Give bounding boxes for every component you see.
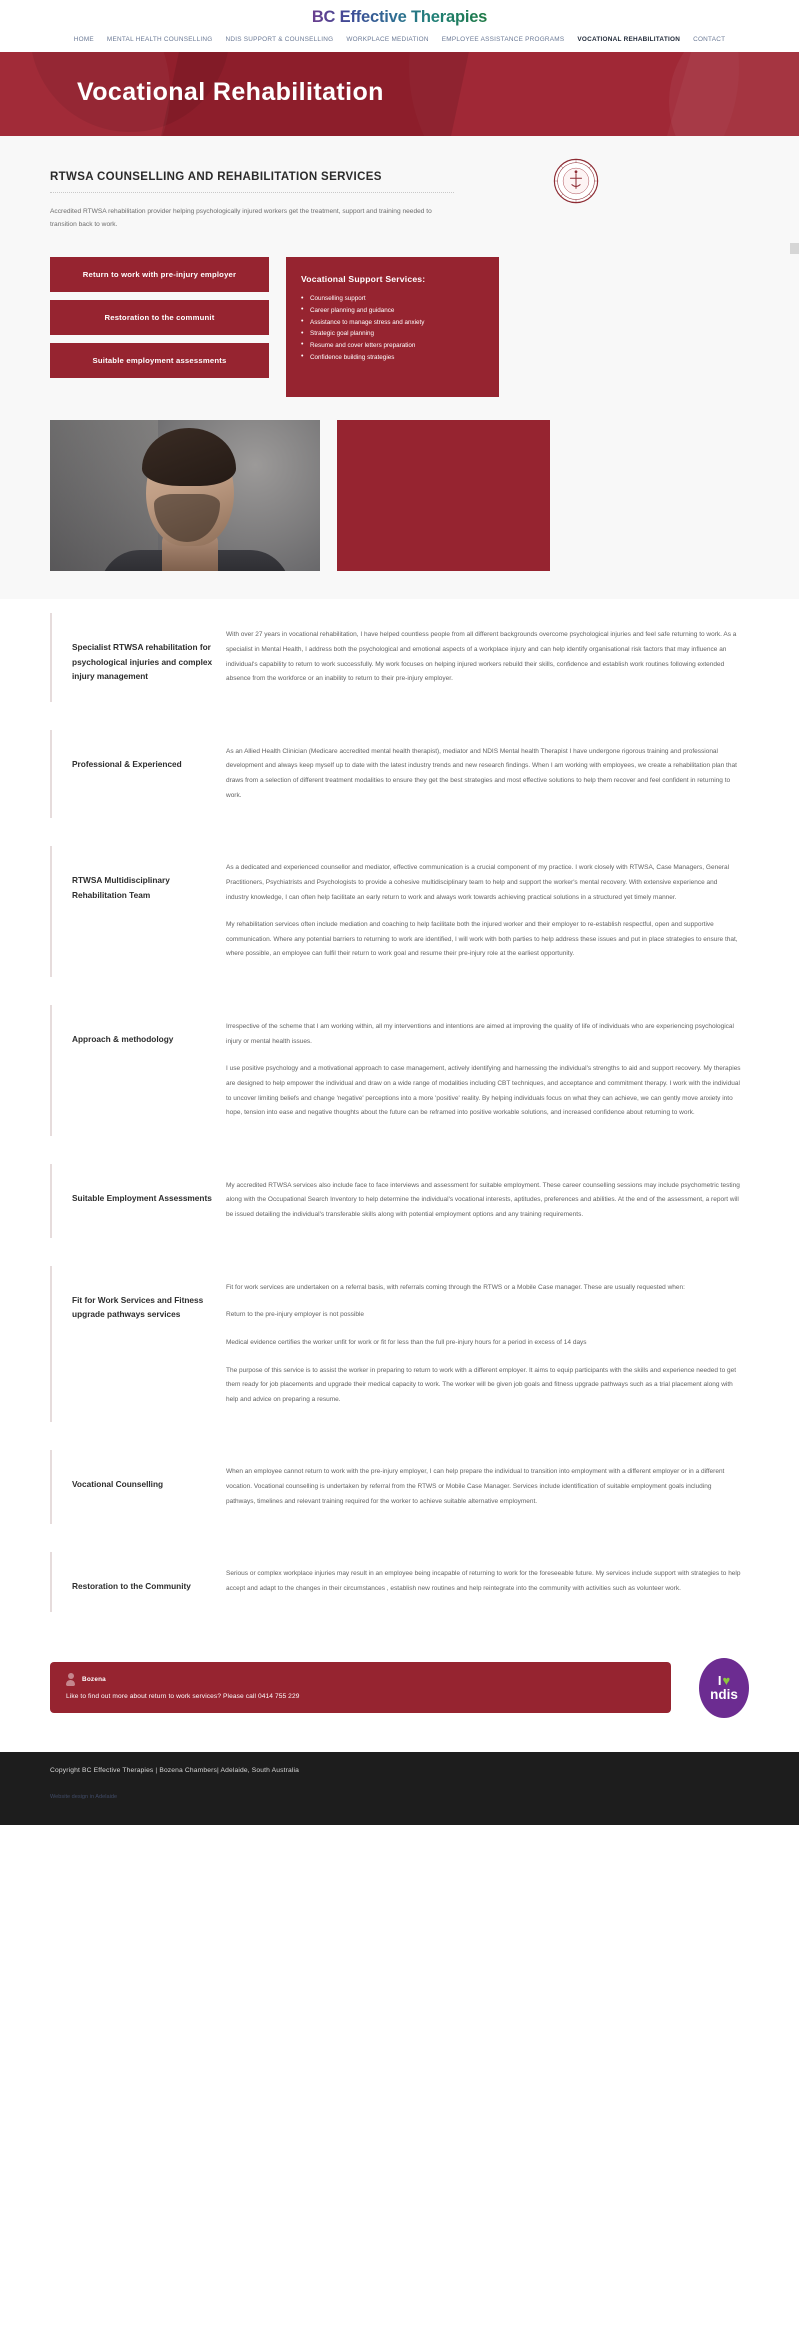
paragraph: I use positive psychology and a motivational approach to case management, actively identifying and harnessing the individual's strengths to aid and support recovery. My therapies are designed to help empower the individual and draw on a wide range of modalities including CBT techniques, and acceptance and commitment therapy. I work with the individual to uncover limiting beliefs and change 'negative' perceptions into a more 'positive' reality. By helping individuals focus on what they can achieve, we can gently move anxiety into hope, tension into ease and negative thoughts about the future can be reframed into positive workable solutions, and increased confidence about returning to work. [226, 1065, 741, 1117]
person-icon [66, 1673, 75, 1685]
section-fit-for-work-services [0, 1252, 799, 1437]
cta-row [0, 1636, 799, 1752]
button-suitable-employment[interactable]: Suitable employment assessments [50, 343, 269, 378]
section-heading: Professional & Experienced [72, 758, 182, 769]
intro-container [0, 136, 799, 600]
paragraph: Medical evidence certifies the worker unfit for work or fit for less than the full pre-injury hours for a period in excess of 14 days [226, 1338, 587, 1346]
site-logo[interactable]: BC Effective Therapies [311, 8, 488, 26]
nav-item-home[interactable]: HOME [73, 35, 94, 43]
footer-credit-link[interactable]: Website design in Adelaide [50, 1793, 118, 1800]
list-item: • Confidence building strategies [301, 352, 484, 364]
support-box-list [301, 293, 484, 363]
paragraph: My accredited RTWSA services also include face to face interviews and assessment for suitable employment. These career counselling sessions may include psychometric testing along with the Occupational Search Inventory to help determine the individual's vocational interests, aptitudes, preferences and abilities. At the end of the assessment, a report will be issued detailing the individual's transferable skills along with potential employment options and any training requirements. [226, 1181, 740, 1219]
scroll-indicator[interactable] [790, 243, 799, 254]
nav-item-contact[interactable]: CONTACT [693, 35, 726, 43]
hero-banner [0, 52, 799, 136]
section-heading: Fit for Work Services and Fitness upgrade pathways services [72, 1294, 204, 1320]
services-row [50, 232, 749, 397]
site-footer [0, 1752, 799, 1825]
footer-copyright: Copyright BC Effective Therapies | Bozena Chambers| Adelaide, South Australia [50, 1766, 299, 1774]
accreditation-seal-icon [553, 158, 599, 204]
paragraph: My rehabilitation services often include mediation and coaching to help facilitate both the injured worker and their employer to re-establish respectful, open and supportive communication. Where any potential barriers to returning to work are identified, I will work with both parties to help address these issues and put in place strategies to ensure that, where possible, an employee can fulfil their return to work goal and resume their pre-injury role at the earliest opportunity. [226, 921, 738, 958]
intro-heading: RTWSA COUNSELLING AND REHABILITATION SERVICES [50, 170, 382, 183]
nav-item-workplace-mediation[interactable]: WORKPLACE MEDIATION [346, 35, 429, 43]
section-approach-methodology [0, 991, 799, 1150]
main-navigation [0, 28, 799, 52]
ndis-badge-word: ndis [710, 1686, 738, 1702]
paragraph: Irrespective of the scheme that I am working within, all my interventions and intentions are aimed at improving the quality of life of individuals who are experiencing psychological injury or mental health issues. [226, 1023, 734, 1045]
section-heading: Specialist RTWSA rehabilitation for psychological injuries and complex injury management [72, 642, 213, 682]
contact-cta-banner[interactable] [50, 1662, 671, 1713]
list-item: • Career planning and guidance [301, 305, 484, 317]
intro-paragraph: Accredited RTWSA rehabilitation provider helping psychologically injured workers get the treatment, support and training needed to transition back to work. [50, 207, 432, 229]
main-content [0, 136, 799, 600]
heart-icon: ♥ [722, 1672, 731, 1688]
photo-wall [50, 420, 158, 571]
service-buttons-column [50, 257, 269, 378]
intro-section [50, 136, 749, 233]
paragraph: When an employee cannot return to work with the pre-injury employer, I can help prepare the individual to transition into employment with a different employer or in a different vocation. Vocational counselling is undertaken by referral from the RTWS or Mobile Case Manager. Services include identification of suitable employment goals including pathways, timelines and relevant training required for the worker to achieve suitable alternative employment. [226, 1468, 725, 1505]
paragraph: Serious or complex workplace injuries may result in an employee being incapable of returning to work for the foreseeable future. My services include support with strategies to help accept and adapt to the changes in their circumstances , establish new routines and help reintegrate into the community with activities such as volunteer work. [226, 1570, 741, 1592]
list-item: • Strategic goal planning [301, 328, 484, 340]
section-body [218, 628, 749, 687]
heading-divider [50, 192, 454, 193]
portrait-photo [50, 420, 320, 571]
paragraph: Fit for work services are undertaken on a referral basis, with referrals coming through the RTWS or a Mobile Case manager. These are usually requested when: [226, 1283, 685, 1291]
section-body [218, 1281, 749, 1408]
ndis-badge-i: I [717, 1672, 722, 1688]
paragraph: As a dedicated and experienced counsellor and mediator, effective communication is a crucial component of my practice. I work closely with RTWSA, Case Managers, General Practitioners, Psychiatrists and Psychologists to provide a cohesive multidisciplinary team to help and support the worker's mental recovery. With extensive experience and industry knowledge, I can often help facilitate an early return to work and always work towards achieving practical solutions in a structured yet timely manner. [226, 864, 730, 901]
page-title: Vocational Rehabilitation [77, 77, 384, 106]
cta-author-name: Bozena [82, 1675, 106, 1683]
section-heading: Restoration to the Community [72, 1581, 191, 1592]
section-body [218, 861, 749, 962]
section-body [218, 1179, 749, 1223]
nav-item-employee-assistance-programs[interactable]: EMPLOYEE ASSISTANCE PROGRAMS [441, 35, 565, 43]
section-professional-experienced [0, 716, 799, 833]
ndis-badge-top [718, 1674, 730, 1687]
section-body [218, 1567, 749, 1596]
section-specialist-rtwsa [0, 599, 799, 716]
paragraph: Return to the pre-injury employer is not possible [226, 1311, 365, 1319]
hero-decoration-wedge-2 [667, 52, 799, 136]
section-suitable-employment-assessments [0, 1150, 799, 1252]
nav-item-vocational-rehabilitation[interactable]: VOCATIONAL REHABILITATION [577, 35, 681, 43]
paragraph: With over 27 years in vocational rehabilitation, I have helped countless people from all different backgrounds overcome psychological injuries and feel safe returning to work. As a specialist in Mental Health, I address both the psychological and emotional aspects of a workplace injury and can help identify organisational risk factors that may influence an individual's capability to return to work successfully. My work focuses on helping injured workers rebuild their skills, confidence and establish work routines following extended absence from the workforce or an inability to return to their pre-injury employer. [226, 631, 737, 683]
support-box-title: Vocational Support Services: [301, 274, 426, 285]
section-vocational-counselling [0, 1436, 799, 1538]
section-restoration-to-community [0, 1538, 799, 1625]
cta-message: Like to find out more about return to work services? Please call 0414 755 229 [66, 1693, 300, 1701]
list-item: • Resume and cover letters preparation [301, 340, 484, 352]
ndis-badge-icon[interactable] [699, 1658, 749, 1718]
button-return-to-work[interactable]: Return to work with pre-injury employer [50, 257, 269, 292]
decorative-red-block [337, 420, 550, 571]
cta-author [66, 1673, 655, 1685]
article-sections [0, 599, 799, 1635]
paragraph: As an Allied Health Clinician (Medicare accredited mental health therapist), mediator and NDIS Mental health Therapist I have undergone rigorous training and professional development and always keep myself up to date with the latest industry trends and new research findings. When I am working with employees, we create a rehabilitation plan that draws from a selection of different treatment modalities to ensure they get the best strategies and most effective solutions to help them recover and feel confident in returning to work. [226, 747, 737, 799]
section-heading: Suitable Employment Assessments [72, 1192, 212, 1203]
section-body [218, 1465, 749, 1509]
section-body [218, 745, 749, 804]
section-heading: RTWSA Multidisciplinary Rehabilitation Team [72, 875, 170, 900]
paragraph: The purpose of this service is to assist the worker in preparing to return to work with a different employer. It aims to equip participants with the skills and experience needed to get them ready for job placements and upgrade their medical capacity to work. The worker will be given job goals and fitness upgrade pathways such as a trial placement along with help and advice on preparing a resume. [226, 1366, 737, 1403]
section-body [218, 1020, 749, 1121]
site-header [0, 0, 799, 28]
list-item: • Assistance to manage stress and anxiety [301, 317, 484, 329]
nav-item-ndis-support-counselling[interactable]: NDIS SUPPORT & COUNSELLING [225, 35, 334, 43]
media-row [50, 397, 749, 599]
list-item: • Counselling support [301, 293, 484, 305]
section-heading: Vocational Counselling [72, 1479, 164, 1490]
section-multidisciplinary-team [0, 832, 799, 991]
button-restoration-community[interactable]: Restoration to the communit [50, 300, 269, 335]
section-heading: Approach & methodology [72, 1034, 174, 1045]
nav-item-mental-health-counselling[interactable]: MENTAL HEALTH COUNSELLING [106, 35, 213, 43]
vocational-support-services-box [286, 257, 499, 397]
